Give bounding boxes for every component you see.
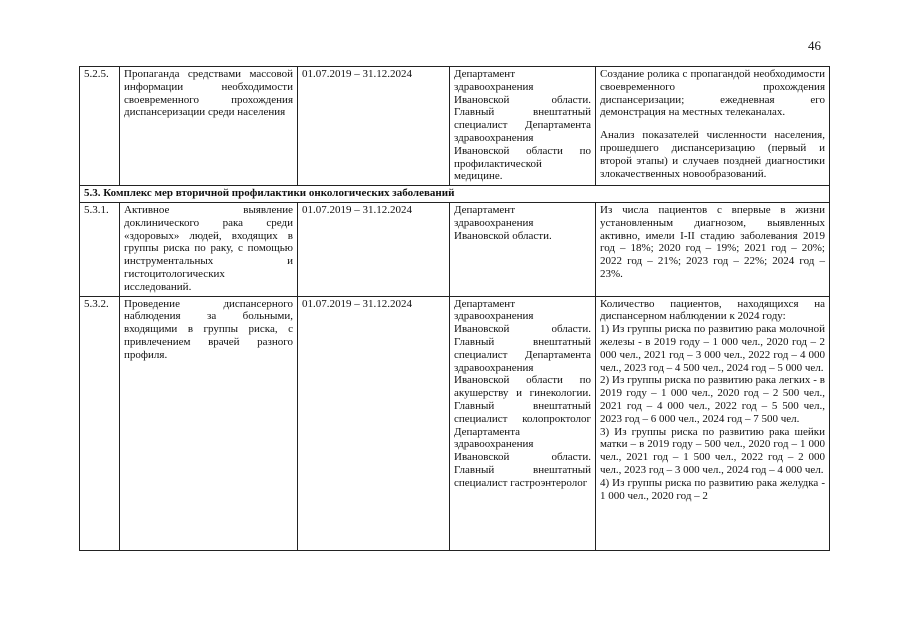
activity-cell: Активное выявление доклинического рака среди «здоровых» людей, входящих в группы риска по раку, с помощью инструментальных и гистоцитологических исследований. bbox=[120, 202, 298, 296]
result-item: 2) Из группы риска по развитию рака легких - в 2019 году – 1 000 чел., 2020 год – 2 500 чел., 2021 год – 4 000 чел., 2022 год – 5 500 чел., 2023 год – 6 000 чел., 2024 год – 7 500 чел. bbox=[600, 374, 825, 425]
result-cell: Из числа пациентов с впервые в жизни установленным диагнозом, выявленных активно, имели I-II стадию заболевания 2019 год – 18%; 2020 год – 19%; 2021 год – 20%; 2022 год – 21%; 2023 год – 22%; 2024 год – 23%. bbox=[596, 202, 830, 296]
item-number: 5.3.1. bbox=[80, 202, 120, 296]
result-item: 4) Из группы риска по развитию рака желудка - 1 000 чел., 2020 год – 2 bbox=[600, 476, 825, 502]
responsible-cell: Департамент здравоохранения Ивановской области. Главный внештатный специалист Департамента здравоохранения Ивановской области по акушерству и гинекологии. Главный внештатный специалист колопроктолог Департамента здравоохранения Ивановской области. Главный внештатный специалист гастроэнтеролог bbox=[450, 296, 596, 550]
table-row bbox=[80, 296, 830, 550]
table-row bbox=[80, 202, 830, 296]
measures-table bbox=[79, 66, 830, 551]
responsible-cell: Департамент здравоохранения Ивановской области. bbox=[450, 202, 596, 296]
page-number: 46 bbox=[808, 38, 821, 53]
result-item: 1) Из группы риска по развитию рака молочной железы - в 2019 году – 1 000 чел., 2020 год – 2 000 чел., 2021 год – 3 000 чел., 2022 год – 4 000 чел., 2023 год – 4 500 чел., 2024 год – 5 000 чел. bbox=[600, 323, 825, 374]
activity-cell: Проведение диспансерного наблюдения за больными, входящими в группы риска, с привлечением врачей разного профиля. bbox=[120, 296, 298, 550]
section-title: 5.3. Комплекс мер вторичной профилактики онкологических заболеваний bbox=[80, 186, 830, 203]
result-paragraph: Создание ролика с пропагандой необходимости своевременного прохождения диспансеризации; ежедневная его демонстрация на местных телеканалах. bbox=[600, 68, 825, 119]
item-number: 5.2.5. bbox=[80, 67, 120, 186]
result-cell bbox=[596, 296, 830, 550]
table-row bbox=[80, 67, 830, 186]
period-cell: 01.07.2019 – 31.12.2024 bbox=[298, 67, 450, 186]
result-paragraph: Анализ показателей численности населения, прошедшего диспансеризацию (первый и второй этапы) и случаев поздней диагностики злокачественных новообразований. bbox=[600, 129, 825, 180]
result-item: 3) Из группы риска по развитию рака шейки матки – в 2019 году – 500 чел., 2020 год – 1 000 чел., 2021 год – 1 500 чел., 2022 год – 2 000 чел., 2023 год – 3 000 чел., 2024 год – 4 000 чел. bbox=[600, 425, 825, 476]
period-cell: 01.07.2019 – 31.12.2024 bbox=[298, 202, 450, 296]
period-cell: 01.07.2019 – 31.12.2024 bbox=[298, 296, 450, 550]
section-row bbox=[80, 186, 830, 203]
item-number: 5.3.2. bbox=[80, 296, 120, 550]
result-cell bbox=[596, 67, 830, 186]
activity-cell: Пропаганда средствами массовой информации необходимости своевременного прохождения диспансеризации среди населения bbox=[120, 67, 298, 186]
responsible-cell: Департамент здравоохранения Ивановской области. Главный внештатный специалист Департамента здравоохранения Ивановской области по профилактической медицине. bbox=[450, 67, 596, 186]
result-intro: Количество пациентов, находящихся на диспансерном наблюдении к 2024 году: bbox=[600, 297, 825, 323]
